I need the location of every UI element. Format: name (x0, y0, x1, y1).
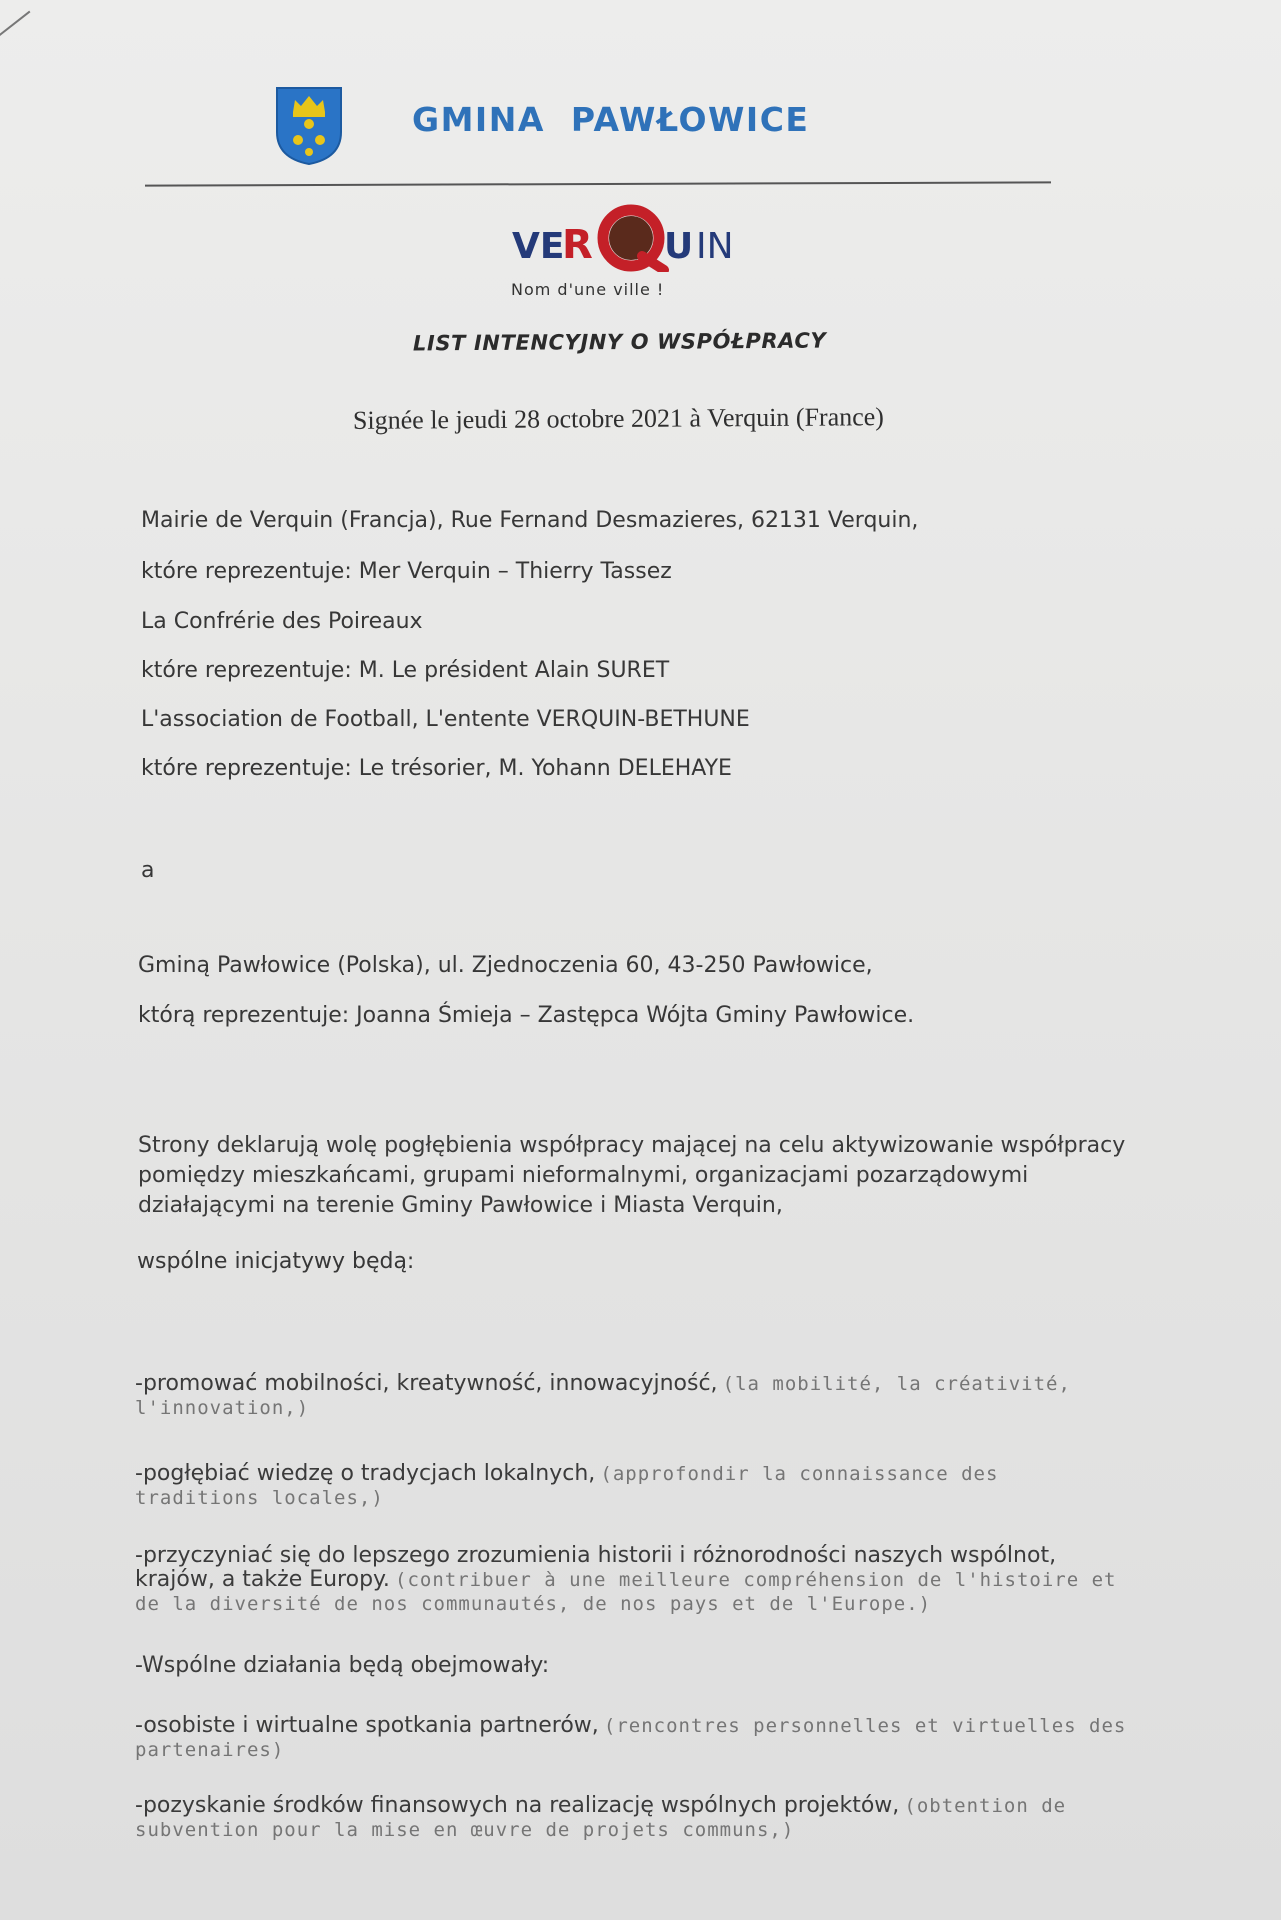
item-text: -osobiste i wirtualne spotkania partnerów, (135, 1713, 599, 1738)
conjunction: a (141, 858, 155, 883)
svg-text:VE: VE (512, 226, 565, 267)
party-line: La Confrérie des Poireaux (141, 609, 423, 634)
item-text: -pogłębiać wiedzę o tradycjach lokalnych, (135, 1461, 596, 1486)
svg-text:IN: IN (696, 226, 734, 267)
list-item (135, 1794, 1135, 1842)
gmina-title: GMINA PAWŁOWICE (412, 100, 810, 139)
declaration-paragraph: Strony deklarują wolę pogłębienia współpracy mającej na celu aktywizowanie współpracy pomiędzy mieszkańcami, grupami nieformalnymi, organizacjami pozarządowymi działającymi na terenie Gminy Pawłowice i Miasta Verquin, (138, 1133, 1126, 1218)
item-text: -pozyskanie środków finansowych na realizację wspólnych projektów, (135, 1793, 900, 1818)
initiatives-intro: wspólne inicjatywy będą: (137, 1249, 415, 1274)
signed-date-line: Signée le jeudi 28 octobre 2021 à Verquin (France) (352, 402, 885, 435)
list-item (135, 1372, 1135, 1420)
item-translation: (la mobilité, la créativité, l'innovation,) (135, 1373, 1071, 1419)
item-text: -Wspólne działania będą obejmowały: (135, 1653, 550, 1678)
list-item (135, 1544, 1135, 1616)
item-translation: (contribuer à une meilleure compréhension de l'histoire et de la diversité de nos communautés, de nos pays et de l'Europe.) (135, 1569, 1117, 1615)
party-line: które reprezentuje: M. Le président Alain SURET (141, 658, 670, 683)
item-text: -promować mobilności, kreatywność, innowacyjność, (135, 1371, 718, 1396)
page-edge-mark (0, 11, 30, 42)
item-translation: (obtention de subvention pour la mise en œuvre de projets communs,) (135, 1795, 1067, 1841)
header-rule (145, 181, 1051, 186)
list-item (135, 1714, 1135, 1762)
party-line: L'association de Football, L'entente VERQUIN-BETHUNE (141, 707, 750, 732)
svg-text:U: U (664, 226, 694, 267)
list-item (135, 1462, 1135, 1510)
list-item (135, 1654, 1135, 1678)
svg-text:R: R (562, 222, 593, 268)
item-text: -przyczyniać się do lepszego zrozumienia historii i różnorodności naszych wspólnot, krajów, a także Europy. (135, 1543, 1057, 1592)
logo-tagline: Nom d'une ville ! (511, 280, 665, 299)
party-line: które reprezentuje: Mer Verquin – Thierry Tassez (141, 559, 672, 584)
party-line: którą reprezentuje: Joanna Śmieja – Zastępca Wójta Gminy Pawłowice. (138, 1003, 915, 1028)
item-translation: (approfondir la connaissance des traditions locales,) (135, 1463, 999, 1509)
verquin-logo (508, 200, 743, 272)
coat-of-arms-icon (273, 84, 345, 166)
party-line: Mairie de Verquin (Francja), Rue Fernand Desmazieres, 62131 Verquin, (141, 508, 919, 533)
item-translation: (rencontres personnelles et virtuelles des partenaires) (135, 1715, 1127, 1761)
document-title: LIST INTENCYJNY O WSPÓŁPRACY (412, 328, 827, 356)
party-line: Gminą Pawłowice (Polska), ul. Zjednoczenia 60, 43-250 Pawłowice, (138, 953, 873, 978)
party-line: które reprezentuje: Le trésorier, M. Yohann DELEHAYE (141, 756, 732, 781)
